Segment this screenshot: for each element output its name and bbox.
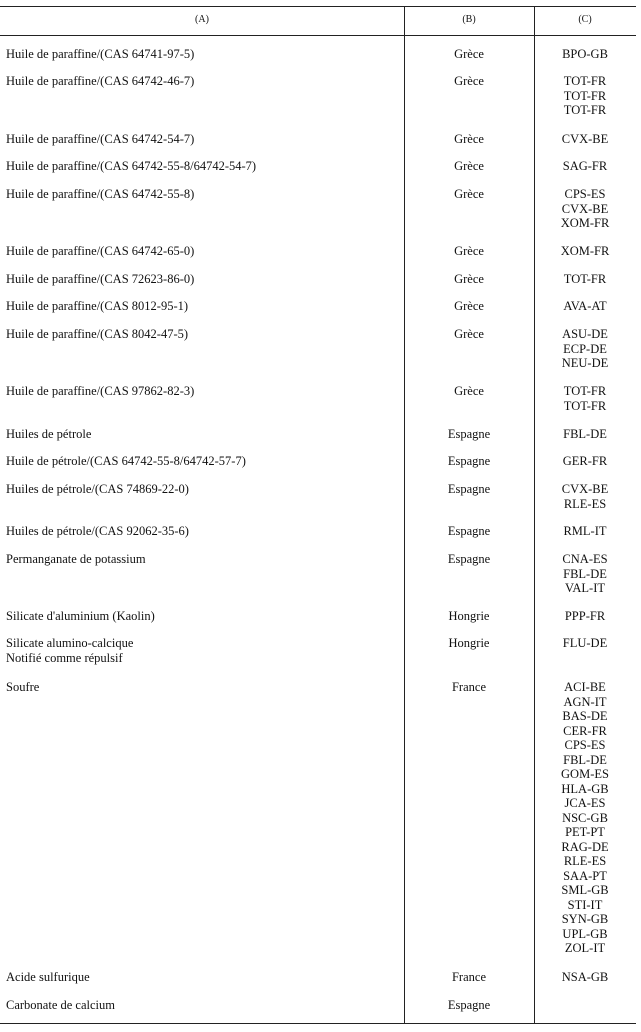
substance-text: Silicate d'aluminium (Kaolin) — [6, 609, 155, 623]
code-text: RLE-ES — [563, 496, 607, 511]
code-cell — [534, 244, 636, 259]
code-text: UPL-GB — [562, 926, 608, 941]
code-cell — [534, 272, 636, 287]
substance-text: Huile de paraffine/(CAS 64741-97-5) — [6, 47, 195, 61]
country-cell: Grèce — [454, 187, 484, 201]
country-cell: Grèce — [454, 132, 484, 146]
code-text: ACI-BE — [564, 680, 606, 694]
code-cell — [534, 552, 636, 596]
code-cell — [534, 482, 636, 511]
code-text: CNA-ES — [562, 552, 608, 566]
code-text: TOT-FR — [563, 384, 607, 398]
substance-cell — [6, 524, 398, 539]
substance-text: Huile de paraffine/(CAS 64742-55-8/64742-54-7) — [6, 159, 257, 173]
code-text: TOT-FR — [563, 74, 607, 88]
code-text: XOM-FR — [560, 216, 610, 230]
substance-text: Huile de paraffine/(CAS 64742-55-8) — [6, 187, 195, 201]
country-cell: France — [451, 970, 486, 984]
code-text: GER-FR — [562, 454, 608, 468]
substance-text: Huile de pétrole/(CAS 64742-55-8/64742-57-7) — [6, 454, 246, 468]
column-header-c: (C) — [578, 14, 592, 25]
code-text: PET-PT — [565, 825, 605, 839]
document-table — [0, 6, 636, 1024]
code-text: VAL-IT — [564, 581, 606, 595]
country-cell: Grèce — [454, 74, 484, 88]
code-text: FBL-DE — [563, 427, 607, 441]
substance-text: Permanganate de potassium — [6, 552, 146, 566]
code-text: JCA-ES — [564, 796, 606, 810]
code-text: HLA-GB — [561, 781, 609, 796]
code-text: GOM-ES — [561, 767, 609, 781]
substance-cell — [6, 454, 398, 469]
country-cell: Grèce — [454, 327, 484, 341]
country-cell: Grèce — [454, 159, 484, 173]
code-text: STI-IT — [567, 897, 603, 912]
code-text: CVX-BE — [561, 482, 609, 496]
country-cell: Grèce — [454, 244, 484, 258]
country-cell: Espagne — [447, 454, 491, 468]
substance-text: Soufre — [6, 680, 40, 694]
code-text: TOT-FR — [563, 103, 607, 117]
code-cell — [534, 454, 636, 469]
code-cell — [534, 680, 636, 956]
country-cell: Hongrie — [448, 609, 490, 623]
substance-cell — [6, 47, 398, 62]
code-text: XOM-FR — [560, 244, 610, 258]
code-cell — [534, 74, 636, 118]
country-cell: France — [451, 680, 486, 694]
code-cell — [534, 636, 636, 651]
substance-text: Huile de paraffine/(CAS 8012-95-1) — [6, 299, 189, 313]
substance-cell — [6, 187, 398, 202]
code-text: FBL-DE — [563, 566, 607, 581]
substance-cell — [6, 636, 398, 665]
code-text: ZOL-IT — [564, 941, 606, 955]
code-text: SAA-PT — [563, 868, 607, 883]
code-text: PPP-FR — [564, 609, 606, 623]
substance-text: Huile de paraffine/(CAS 97862-82-3) — [6, 384, 195, 398]
country-cell: Espagne — [447, 482, 491, 496]
code-cell — [534, 159, 636, 174]
code-cell — [534, 384, 636, 413]
country-cell: Grèce — [454, 384, 484, 398]
code-text: CPS-ES — [564, 187, 606, 201]
substance-cell — [6, 609, 398, 624]
column-header-b: (B) — [462, 14, 476, 25]
country-cell: Espagne — [447, 998, 491, 1012]
code-text: TOT-FR — [563, 398, 607, 413]
code-text: BPO-GB — [562, 47, 608, 61]
country-cell: Grèce — [454, 47, 484, 61]
substance-cell — [6, 970, 398, 985]
substance-text: Notifié comme répulsif — [6, 650, 123, 665]
substance-text: Huile de paraffine/(CAS 8042-47-5) — [6, 327, 189, 341]
code-cell — [534, 524, 636, 539]
substance-cell — [6, 327, 398, 342]
substance-text: Huile de paraffine/(CAS 64742-65-0) — [6, 244, 195, 258]
country-cell: Espagne — [447, 524, 491, 538]
country-cell: Espagne — [447, 427, 491, 441]
substance-cell — [6, 74, 398, 89]
substance-text: Huile de paraffine/(CAS 72623-86-0) — [6, 272, 195, 286]
code-cell — [534, 47, 636, 62]
substance-text: Huiles de pétrole/(CAS 92062-35-6) — [6, 524, 189, 538]
code-cell — [534, 609, 636, 624]
code-cell — [534, 132, 636, 147]
country-cell: Grèce — [454, 299, 484, 313]
table-header — [0, 7, 636, 36]
code-text: ASU-DE — [562, 327, 608, 341]
code-text: RLE-ES — [563, 854, 607, 868]
code-text: NSC-GB — [562, 810, 608, 825]
substance-cell — [6, 272, 398, 287]
code-text: NSA-GB — [561, 970, 609, 984]
code-text: CER-FR — [563, 723, 607, 738]
country-cell: Grèce — [454, 272, 484, 286]
substance-cell — [6, 159, 398, 174]
code-text: FBL-DE — [563, 752, 607, 767]
code-text: SML-GB — [561, 883, 609, 897]
code-text: SYN-GB — [561, 912, 609, 926]
country-cell: Hongrie — [448, 636, 490, 650]
code-text: CPS-ES — [564, 738, 606, 752]
substance-cell — [6, 680, 398, 695]
code-text: ECP-DE — [563, 341, 607, 356]
code-text: SAG-FR — [562, 159, 608, 173]
code-text: CVX-BE — [561, 132, 609, 146]
substance-text: Silicate alumino-calcique — [6, 636, 134, 650]
code-cell — [534, 187, 636, 231]
code-text: NEU-DE — [561, 356, 609, 370]
code-text: TOT-FR — [563, 272, 607, 286]
substance-text: Huiles de pétrole/(CAS 74869-22-0) — [6, 482, 189, 496]
substance-cell — [6, 244, 398, 259]
code-text: BAS-DE — [562, 709, 608, 723]
code-text: FLU-DE — [562, 636, 608, 650]
code-cell — [534, 327, 636, 371]
code-cell — [534, 427, 636, 442]
code-text: TOT-FR — [563, 88, 607, 103]
substance-cell — [6, 552, 398, 567]
country-cell: Espagne — [447, 552, 491, 566]
substance-cell — [6, 482, 398, 497]
substance-cell — [6, 132, 398, 147]
substance-cell — [6, 427, 398, 442]
substance-text: Huiles de pétrole — [6, 427, 92, 441]
column-header-a: (A) — [195, 14, 209, 25]
code-cell — [534, 299, 636, 314]
code-text: CVX-BE — [561, 201, 609, 216]
code-text: AVA-AT — [563, 299, 607, 313]
substance-cell — [6, 998, 398, 1013]
substance-cell — [6, 299, 398, 314]
substance-text: Huile de paraffine/(CAS 64742-54-7) — [6, 132, 195, 146]
substance-text: Huile de paraffine/(CAS 64742-46-7) — [6, 74, 195, 88]
substance-text: Acide sulfurique — [6, 970, 90, 984]
code-cell — [534, 970, 636, 985]
code-text: AGN-IT — [563, 694, 607, 709]
substance-cell — [6, 384, 398, 399]
code-text: RAG-DE — [561, 839, 609, 854]
code-text: RML-IT — [563, 524, 607, 538]
substance-text: Carbonate de calcium — [6, 998, 115, 1012]
